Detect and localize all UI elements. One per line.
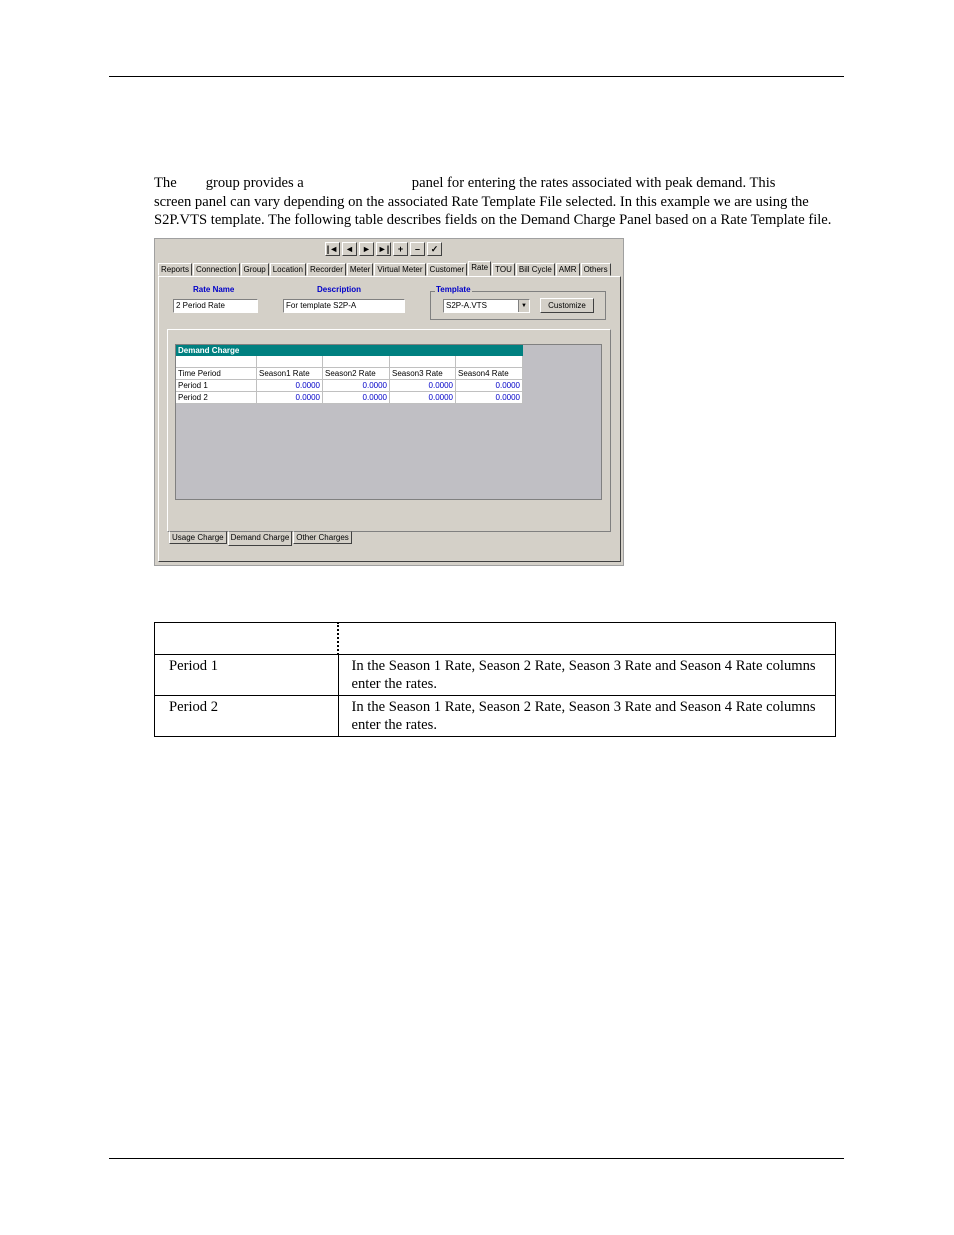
intro-text: panel for entering the rates associated with peak demand. This	[411, 175, 776, 191]
tab-other-charges[interactable]: Other Charges	[293, 531, 351, 544]
rate-cell[interactable]: 0.0000	[390, 380, 456, 391]
column-header: Season3 Rate	[390, 368, 456, 379]
intro-text: S2P.VTS template. The following table describes fields on the Demand Charge Panel based on a Rate Template file.	[154, 212, 832, 228]
table-row	[176, 392, 523, 404]
column-header: Season1 Rate	[257, 368, 323, 379]
intro-text: The	[154, 175, 177, 191]
next-record-button[interactable]: ►	[359, 242, 374, 256]
field-description-cell: In the Season 1 Rate, Season 2 Rate, Season 3 Rate and Season 4 Rate columns enter the rates.	[338, 655, 836, 696]
header-cell	[155, 623, 339, 655]
period-cell: Period 1	[176, 380, 257, 391]
table-header-row	[155, 623, 836, 655]
add-record-button[interactable]: +	[393, 242, 408, 256]
field-description-table	[154, 622, 836, 737]
tab-tou[interactable]: TOU	[492, 263, 515, 276]
field-name-cell: Period 1	[155, 655, 339, 696]
record-navigator	[325, 242, 444, 256]
tab-location[interactable]: Location	[270, 263, 306, 276]
first-record-button[interactable]: |◄	[325, 242, 340, 256]
tab-usage-charge[interactable]: Usage Charge	[169, 531, 227, 544]
field-name-cell: Period 2	[155, 696, 339, 737]
tab-reports[interactable]: Reports	[158, 263, 192, 276]
post-record-button[interactable]: ✓	[427, 242, 442, 256]
tab-group[interactable]: Group	[241, 263, 269, 276]
customize-button[interactable]: Customize	[540, 298, 594, 313]
tab-amr[interactable]: AMR	[556, 263, 580, 276]
charge-tabs	[169, 531, 353, 546]
rate-cell[interactable]: 0.0000	[323, 392, 390, 403]
table-row	[155, 655, 836, 696]
table-row	[155, 696, 836, 737]
footer-rule	[109, 1158, 844, 1159]
demand-charge-grid	[176, 345, 523, 404]
template-label: Template	[436, 285, 471, 294]
tab-bill-cycle[interactable]: Bill Cycle	[516, 263, 555, 276]
prev-record-button[interactable]: ◄	[342, 242, 357, 256]
tab-connection[interactable]: Connection	[193, 263, 239, 276]
template-value: S2P-A.VTS	[446, 301, 487, 310]
grid-spacer-row	[176, 356, 523, 368]
intro-text: group provides a	[205, 175, 304, 191]
rate-cell[interactable]: 0.0000	[323, 380, 390, 391]
description-label: Description	[317, 285, 362, 294]
rate-cell[interactable]: 0.0000	[456, 380, 523, 391]
tab-meter[interactable]: Meter	[347, 263, 373, 276]
header-rule	[109, 76, 844, 77]
delete-record-button[interactable]: –	[410, 242, 425, 256]
column-header: Season2 Rate	[323, 368, 390, 379]
demand-charge-grid-area	[175, 344, 602, 500]
intro-text: screen panel can vary depending on the associated Rate Template File selected. In this example we are using the	[154, 193, 809, 210]
rate-screenshot	[154, 238, 624, 566]
period-cell: Period 2	[176, 392, 257, 403]
rate-cell[interactable]: 0.0000	[257, 392, 323, 403]
rate-name-input[interactable]: 2 Period Rate	[173, 299, 258, 313]
rate-cell[interactable]: 0.0000	[257, 380, 323, 391]
tab-others[interactable]: Others	[581, 263, 611, 276]
tab-customer[interactable]: Customer	[427, 263, 468, 276]
template-select[interactable]	[443, 299, 530, 313]
tab-recorder[interactable]: Recorder	[307, 263, 346, 276]
rate-name-label: Rate Name	[193, 285, 235, 294]
column-header: Time Period	[176, 368, 257, 379]
last-record-button[interactable]: ►|	[376, 242, 391, 256]
rate-cell[interactable]: 0.0000	[456, 392, 523, 403]
table-row	[176, 380, 523, 392]
column-header: Season4 Rate	[456, 368, 523, 379]
field-description-cell: In the Season 1 Rate, Season 2 Rate, Season 3 Rate and Season 4 Rate columns enter the rates.	[338, 696, 836, 737]
header-cell	[338, 623, 836, 655]
chevron-down-icon[interactable]: ▼	[518, 300, 529, 312]
tab-rate[interactable]: Rate	[468, 261, 491, 276]
grid-title: Demand Charge	[176, 345, 523, 356]
rate-cell[interactable]: 0.0000	[390, 392, 456, 403]
description-input[interactable]: For template S2P-A	[283, 299, 405, 313]
grid-header-row	[176, 368, 523, 380]
intro-paragraph	[154, 174, 844, 230]
tab-virtual-meter[interactable]: Virtual Meter	[374, 263, 425, 276]
tab-demand-charge[interactable]: Demand Charge	[228, 531, 293, 546]
